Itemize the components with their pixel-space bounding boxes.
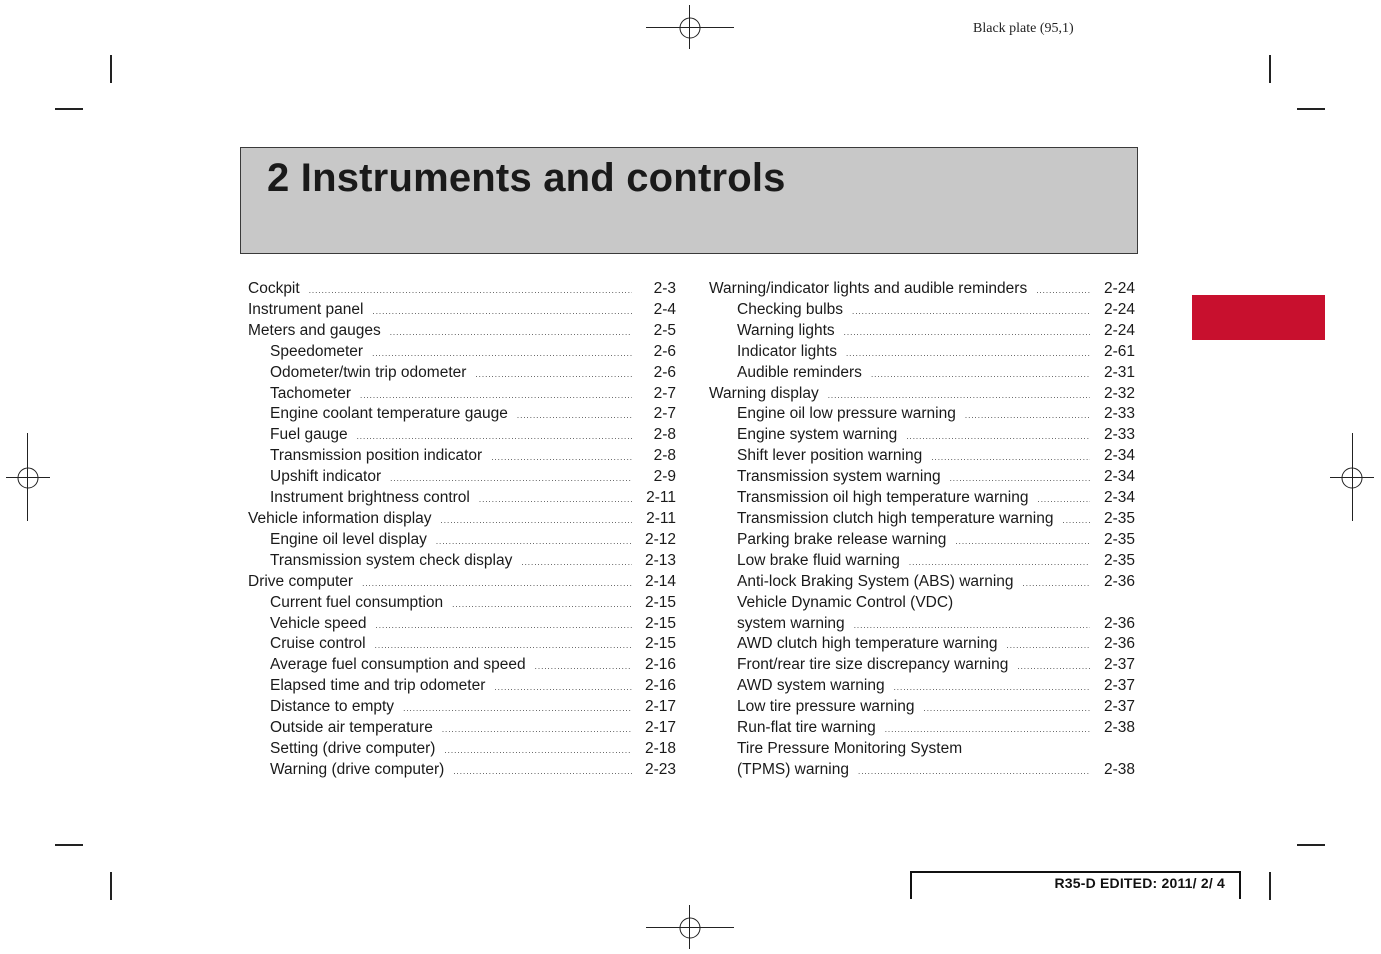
dot-leader bbox=[309, 287, 632, 295]
registration-mark-icon bbox=[1337, 463, 1367, 493]
toc-entry-page: 2-8 bbox=[653, 447, 676, 465]
toc-entry-page: 2-3 bbox=[653, 280, 676, 297]
dot-leader bbox=[362, 580, 632, 588]
dot-leader bbox=[360, 392, 632, 400]
dot-leader bbox=[442, 726, 632, 734]
dot-leader bbox=[517, 412, 632, 420]
toc-entry-label: Checking bulbs bbox=[737, 300, 843, 318]
toc-entry-label: Indicator lights bbox=[737, 342, 837, 360]
dot-leader bbox=[535, 663, 632, 671]
dot-leader bbox=[357, 433, 632, 441]
toc-entry-page: 2-15 bbox=[644, 635, 676, 653]
dot-leader bbox=[965, 412, 1090, 420]
dot-leader bbox=[375, 642, 632, 650]
toc-entry-label: Run-flat tire warning bbox=[737, 719, 876, 737]
toc-entry-page: 2-4 bbox=[653, 300, 676, 318]
dot-leader bbox=[923, 705, 1090, 713]
toc-entry[interactable] bbox=[709, 634, 1135, 655]
dot-leader bbox=[885, 726, 1090, 734]
toc-entry-page: 2-32 bbox=[1103, 384, 1135, 402]
toc-entry-page: 2-37 bbox=[1103, 677, 1135, 695]
crop-mark bbox=[110, 872, 112, 900]
dot-leader bbox=[494, 684, 632, 692]
dot-leader bbox=[955, 538, 1090, 546]
toc-entry-label: Fuel gauge bbox=[270, 426, 348, 444]
toc-entry-page: 2-17 bbox=[644, 719, 676, 737]
toc-entry-page: 2-34 bbox=[1103, 447, 1135, 465]
toc-entry-page: 2-24 bbox=[1103, 321, 1135, 339]
dot-leader bbox=[436, 538, 632, 546]
toc-entry-label: Vehicle information display bbox=[248, 509, 432, 527]
chapter-title-box bbox=[240, 147, 1138, 254]
toc-entry[interactable] bbox=[248, 634, 676, 655]
dot-leader bbox=[858, 768, 1090, 776]
toc-entry[interactable] bbox=[709, 593, 1135, 635]
toc-entry[interactable] bbox=[709, 718, 1135, 739]
toc-entry-label: Elapsed time and trip odometer bbox=[270, 677, 486, 695]
toc-entry-label: Setting (drive computer) bbox=[270, 739, 436, 757]
toc-entry[interactable] bbox=[248, 342, 676, 363]
toc-entry-label: Low brake fluid warning bbox=[737, 551, 900, 569]
registration-mark-icon bbox=[675, 913, 705, 943]
dot-leader bbox=[906, 433, 1090, 441]
toc-entry-page: 2-36 bbox=[1103, 614, 1135, 632]
edit-stamp: R35-D EDITED: 2011/ 2/ 4 bbox=[1054, 875, 1225, 891]
toc-entry-label: Warning (drive computer) bbox=[270, 760, 445, 778]
toc-entry-page: 2-35 bbox=[1103, 551, 1135, 569]
toc-entry[interactable] bbox=[709, 739, 1135, 781]
toc-entry[interactable] bbox=[709, 551, 1135, 572]
dot-leader bbox=[444, 747, 632, 755]
toc-entry[interactable] bbox=[709, 509, 1135, 530]
toc-entry-label: Tire Pressure Monitoring System bbox=[737, 739, 963, 757]
toc-entry-page: 2-12 bbox=[644, 530, 676, 548]
dot-leader bbox=[844, 329, 1090, 337]
toc-entry-label: Low tire pressure warning bbox=[737, 698, 915, 716]
crop-mark bbox=[1297, 108, 1325, 110]
dot-leader bbox=[854, 622, 1090, 630]
toc-entry-label: Vehicle speed bbox=[270, 614, 367, 632]
toc-entry[interactable] bbox=[248, 425, 676, 446]
toc-entry-page: 2-18 bbox=[644, 739, 676, 757]
dot-leader bbox=[491, 454, 632, 462]
crop-mark bbox=[1297, 844, 1325, 846]
toc-entry[interactable] bbox=[709, 363, 1135, 384]
toc-entry-page: 2-11 bbox=[646, 489, 676, 507]
dot-leader bbox=[452, 601, 632, 609]
toc-entry-page: 2-11 bbox=[646, 509, 676, 527]
toc-entry[interactable] bbox=[248, 384, 676, 405]
toc-entry[interactable] bbox=[248, 614, 676, 635]
toc-right-column bbox=[709, 279, 1135, 781]
toc-entry-page: 2-5 bbox=[653, 321, 676, 339]
toc-entry[interactable] bbox=[248, 655, 676, 676]
toc-entry-page: 2-61 bbox=[1103, 342, 1135, 360]
toc-entry-label: Drive computer bbox=[248, 572, 354, 590]
toc-entry-label: Engine oil level display bbox=[270, 530, 427, 548]
crop-mark bbox=[1269, 55, 1271, 83]
toc-entry-label: Engine coolant temperature gauge bbox=[270, 405, 508, 423]
toc-entry-page: 2-37 bbox=[1103, 656, 1135, 674]
toc-entry[interactable] bbox=[248, 676, 676, 697]
toc-entry-page: 2-33 bbox=[1103, 405, 1135, 423]
toc-entry-label: Tachometer bbox=[270, 384, 351, 402]
toc-entry-label: Front/rear tire size discrepancy warning bbox=[737, 656, 1009, 674]
toc-entry[interactable] bbox=[709, 530, 1135, 551]
toc-entry[interactable] bbox=[248, 300, 676, 321]
toc-entry-label: Transmission system check display bbox=[270, 551, 513, 569]
dot-leader bbox=[931, 454, 1090, 462]
toc-entry-label: Outside air temperature bbox=[270, 719, 433, 737]
toc-entry-page: 2-9 bbox=[653, 468, 676, 486]
dot-leader bbox=[390, 329, 632, 337]
dot-leader bbox=[1017, 663, 1090, 671]
plate-label: Black plate (95,1) bbox=[973, 21, 1074, 36]
toc-left-column bbox=[248, 279, 676, 781]
toc-entry[interactable] bbox=[248, 551, 676, 572]
dot-leader bbox=[894, 684, 1090, 692]
crop-mark bbox=[55, 108, 83, 110]
toc-entry-page: 2-38 bbox=[1103, 719, 1135, 737]
footer-stamp-box bbox=[910, 871, 1241, 899]
toc-entry-label: Anti-lock Braking System (ABS) warning bbox=[737, 572, 1014, 590]
toc-entry-label: Warning lights bbox=[737, 321, 835, 339]
dot-leader bbox=[372, 350, 632, 358]
toc-entry-label: Shift lever position warning bbox=[737, 447, 923, 465]
toc-entry[interactable] bbox=[709, 655, 1135, 676]
toc-entry-page: 2-34 bbox=[1103, 489, 1135, 507]
toc-entry-page: 2-38 bbox=[1103, 760, 1135, 778]
toc-entry-label: Distance to empty bbox=[270, 698, 395, 716]
toc-entry-page: 2-15 bbox=[644, 614, 676, 632]
crop-mark bbox=[55, 844, 83, 846]
toc-entry-page: 2-23 bbox=[644, 760, 676, 778]
toc-entry-label: Engine oil low pressure warning bbox=[737, 405, 956, 423]
chapter-tab bbox=[1192, 295, 1325, 340]
dot-leader bbox=[1037, 496, 1090, 504]
toc-entry-label: Transmission position indicator bbox=[270, 447, 483, 465]
toc-entry-label: Current fuel consumption bbox=[270, 593, 444, 611]
toc-entry-page: 2-24 bbox=[1103, 300, 1135, 318]
toc-entry-continuation bbox=[737, 760, 1135, 781]
dot-leader bbox=[475, 371, 632, 379]
toc-entry-page: 2-6 bbox=[653, 342, 676, 360]
toc-entry-page: 2-7 bbox=[653, 384, 676, 402]
crop-mark bbox=[110, 55, 112, 83]
toc-entry-label: Speedometer bbox=[270, 342, 364, 360]
toc-entry-label: Warning/indicator lights and audible reminders bbox=[709, 280, 1028, 297]
toc-entry-page: 2-24 bbox=[1103, 280, 1135, 297]
toc-entry-page: 2-7 bbox=[653, 405, 676, 423]
toc-entry-page: 2-15 bbox=[644, 593, 676, 611]
toc-entry-label: Transmission oil high temperature warning bbox=[737, 489, 1029, 507]
dot-leader bbox=[950, 475, 1090, 483]
chapter-title: 2 Instruments and controls bbox=[267, 156, 786, 200]
toc-entry[interactable] bbox=[248, 697, 676, 718]
toc-entry[interactable] bbox=[248, 467, 676, 488]
dot-leader bbox=[372, 308, 632, 316]
toc-entry-page: 2-31 bbox=[1103, 363, 1135, 381]
dot-leader bbox=[390, 475, 632, 483]
toc-entry-page: 2-17 bbox=[644, 698, 676, 716]
toc-entry-label: Cockpit bbox=[248, 280, 300, 297]
toc-entry[interactable] bbox=[248, 321, 676, 342]
dot-leader bbox=[403, 705, 632, 713]
toc-entry[interactable] bbox=[709, 676, 1135, 697]
toc-entry[interactable] bbox=[248, 593, 676, 614]
toc-entry-page: 2-34 bbox=[1103, 468, 1135, 486]
toc-entry-label: system warning bbox=[737, 614, 845, 632]
toc-entry-label: AWD system warning bbox=[737, 677, 885, 695]
toc-entry-label: Cruise control bbox=[270, 635, 366, 653]
toc-entry-continuation bbox=[737, 614, 1135, 635]
toc-entry-label: Warning display bbox=[709, 384, 819, 402]
toc-entry-label: Engine system warning bbox=[737, 426, 898, 444]
dot-leader bbox=[376, 622, 632, 630]
toc-entry[interactable] bbox=[709, 572, 1135, 593]
toc-entry-label: AWD clutch high temperature warning bbox=[737, 635, 998, 653]
toc-entry[interactable] bbox=[248, 572, 676, 593]
toc-entry-label: Average fuel consumption and speed bbox=[270, 656, 526, 674]
toc-entry-page: 2-16 bbox=[644, 656, 676, 674]
dot-leader bbox=[453, 768, 632, 776]
dot-leader bbox=[1036, 287, 1090, 295]
toc-entry-label: Instrument brightness control bbox=[270, 489, 470, 507]
toc-entry[interactable] bbox=[709, 697, 1135, 718]
registration-mark-icon bbox=[13, 463, 43, 493]
crop-mark bbox=[1269, 872, 1271, 900]
toc-entry-page: 2-33 bbox=[1103, 426, 1135, 444]
toc-entry[interactable] bbox=[248, 718, 676, 739]
toc-entry-page: 2-36 bbox=[1103, 572, 1135, 590]
toc-entry[interactable] bbox=[709, 488, 1135, 509]
toc-entry-label: Upshift indicator bbox=[270, 468, 382, 486]
toc-entry-label: Transmission system warning bbox=[737, 468, 941, 486]
toc-entry-label: Meters and gauges bbox=[248, 321, 381, 339]
toc-entry[interactable] bbox=[709, 446, 1135, 467]
dot-leader bbox=[852, 308, 1090, 316]
toc-entry[interactable] bbox=[709, 279, 1135, 300]
dot-leader bbox=[828, 392, 1090, 400]
toc-entry-page: 2-6 bbox=[653, 363, 676, 381]
toc-entry[interactable] bbox=[709, 342, 1135, 363]
dot-leader bbox=[479, 496, 632, 504]
registration-mark-icon bbox=[675, 13, 705, 43]
toc-entry[interactable] bbox=[248, 509, 676, 530]
toc-entry[interactable] bbox=[248, 363, 676, 384]
toc-entry-page: 2-35 bbox=[1103, 530, 1135, 548]
toc-entry-page: 2-16 bbox=[644, 677, 676, 695]
toc-entry-page: 2-35 bbox=[1103, 509, 1135, 527]
toc-entry[interactable] bbox=[248, 530, 676, 551]
dot-leader bbox=[909, 559, 1090, 567]
toc-entry[interactable] bbox=[709, 300, 1135, 321]
toc-entry-page: 2-8 bbox=[653, 426, 676, 444]
toc-entry[interactable] bbox=[709, 467, 1135, 488]
toc-entry[interactable] bbox=[248, 739, 676, 760]
dot-leader bbox=[846, 350, 1090, 358]
toc-entry-label: Transmission clutch high temperature warning bbox=[737, 509, 1054, 527]
toc-entry-page: 2-37 bbox=[1103, 698, 1135, 716]
toc-entry-label: (TPMS) warning bbox=[737, 760, 849, 778]
dot-leader bbox=[1023, 580, 1090, 588]
toc-entry[interactable] bbox=[709, 321, 1135, 342]
toc-entry[interactable] bbox=[709, 425, 1135, 446]
toc-entry-label: Odometer/twin trip odometer bbox=[270, 363, 467, 381]
dot-leader bbox=[1006, 642, 1090, 650]
toc-entry-page: 2-13 bbox=[644, 551, 676, 569]
dot-leader bbox=[521, 559, 632, 567]
toc-entry[interactable] bbox=[709, 404, 1135, 425]
toc-entry[interactable] bbox=[709, 384, 1135, 405]
dot-leader bbox=[1062, 517, 1090, 525]
toc-entry-label: Audible reminders bbox=[737, 363, 862, 381]
toc-entry[interactable] bbox=[248, 404, 676, 425]
dot-leader bbox=[441, 517, 632, 525]
toc-entry[interactable] bbox=[248, 488, 676, 509]
toc-entry-label: Vehicle Dynamic Control (VDC) bbox=[737, 593, 954, 611]
dot-leader bbox=[871, 371, 1090, 379]
toc-entry[interactable] bbox=[248, 446, 676, 467]
toc-entry-label: Parking brake release warning bbox=[737, 530, 947, 548]
toc-entry[interactable] bbox=[248, 279, 676, 300]
toc-entry-page: 2-36 bbox=[1103, 635, 1135, 653]
toc-entry-page: 2-14 bbox=[644, 572, 676, 590]
toc-entry-label: Instrument panel bbox=[248, 300, 364, 318]
toc-entry[interactable] bbox=[248, 760, 676, 781]
